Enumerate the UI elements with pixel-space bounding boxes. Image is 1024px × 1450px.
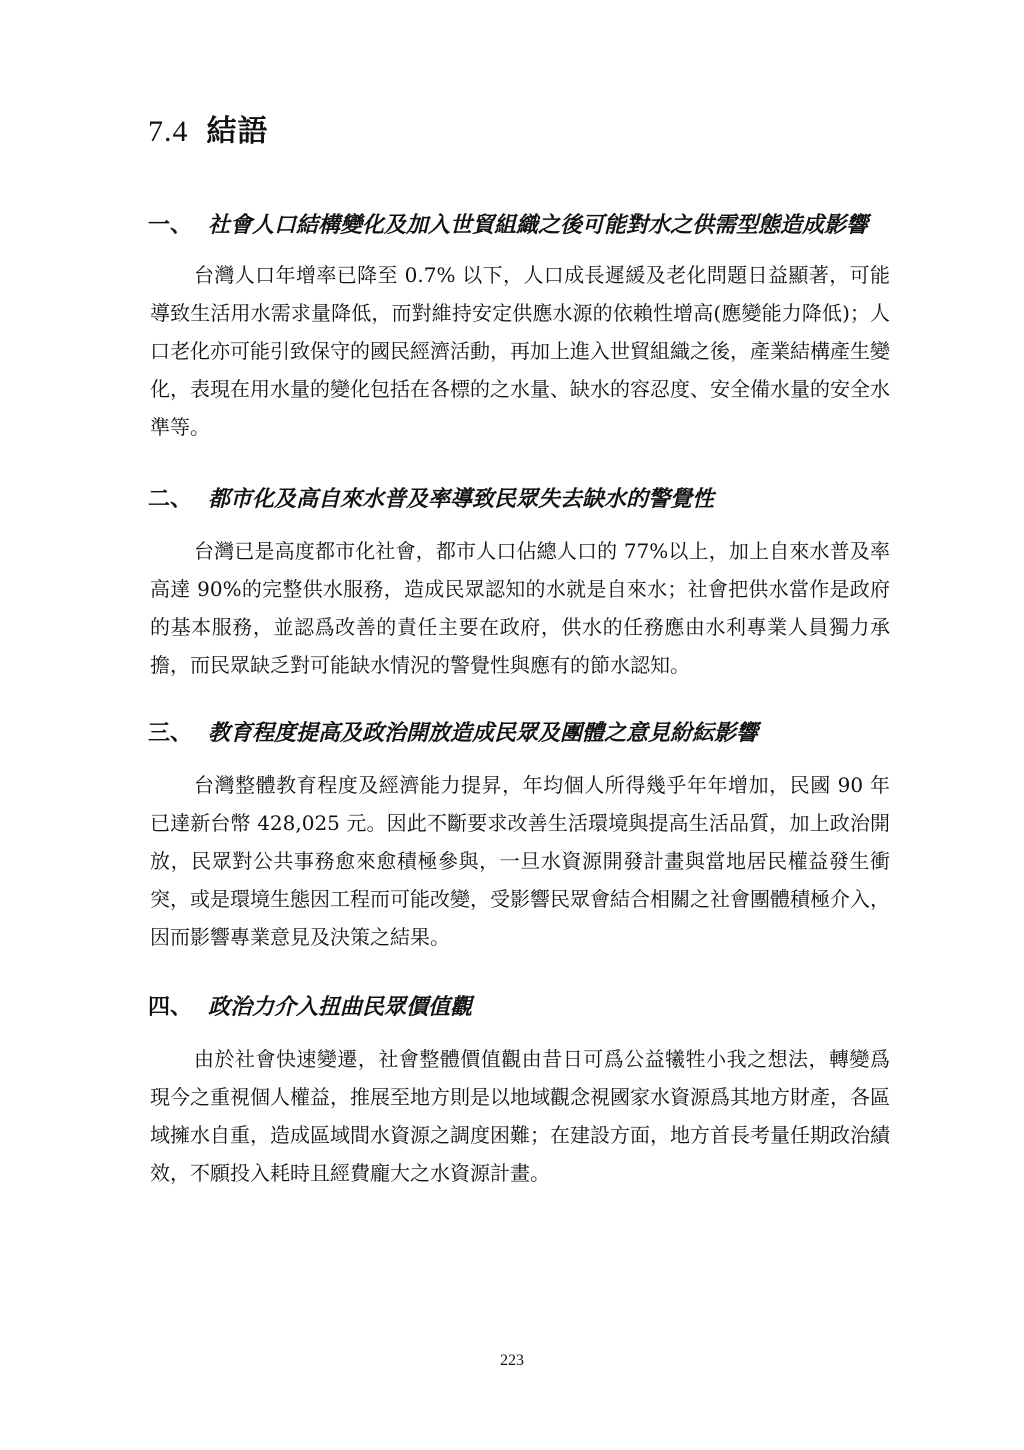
section-title — [148, 112, 269, 152]
subheading-text: 政治力介入扭曲民眾價值觀 — [208, 995, 473, 1020]
page-number: 223 — [500, 1352, 524, 1369]
paragraph-4: 由於社會快速變遷，社會整體價值觀由昔日可爲公益犧牲小我之想法，轉變爲現今之重視個人權益，推展至地方則是以地域觀念視國家水資源爲其地方財產，各區域擁水自重，造成區域間水資源之調度困難；在建設方面，地方首長考量任期政治績效，不願投入耗時且經費龐大之水資源計畫。 — [150, 1047, 890, 1185]
subheading-4 — [148, 992, 908, 1023]
subheading-2 — [148, 484, 908, 515]
subheading-marker: 二、 — [148, 487, 193, 512]
paragraph-3: 台灣整體教育程度及經濟能力提昇，年均個人所得幾乎年年增加，民國 90 年已達新台幣 428,025 元。因此不斷要求改善生活環境與提高生活品質，加上政治開放，民眾對公共事務愈來愈積極參與，一旦水資源開發計畫與當地居民權益發生衝突，或是環境生態因工程而可能改變，受影響民眾會結合相關之社會團體積極介入，因而影響專業意見及決策之結果。 — [150, 773, 890, 949]
subheading-marker: 一、 — [148, 213, 193, 238]
subheading-marker: 三、 — [148, 721, 193, 746]
paragraph-2: 台灣已是高度都市化社會，都市人口佔總人口的 77%以上，加上自來水普及率高達 90%的完整供水服務，造成民眾認知的水就是自來水；社會把供水當作是政府的基本服務，並認爲改善的責任主要在政府，供水的任務應由水利專業人員獨力承擔，而民眾缺乏對可能缺水情況的警覺性與應有的節水認知。 — [150, 539, 890, 677]
subheading-1 — [148, 210, 908, 241]
subheading-text: 社會人口結構變化及加入世貿組織之後可能對水之供需型態造成影響 — [208, 213, 869, 238]
subheading-3 — [148, 718, 908, 749]
subheading-text: 都市化及高自來水普及率導致民眾失去缺水的警覺性 — [208, 487, 715, 512]
paragraph-1: 台灣人口年增率已降至 0.7% 以下，人口成長遲緩及老化問題日益顯著，可能導致生活用水需求量降低，而對維持安定供應水源的依賴性增高(應變能力降低)；人口老化亦可能引致保守的國民經濟活動，再加上進入世貿組織之後，產業結構產生變化，表現在用水量的變化包括在各標的之水量、缺水的容忍度、安全備水量的安全水準等。 — [150, 263, 890, 439]
section-title-text: 結語 — [206, 114, 269, 149]
subheading-marker: 四、 — [148, 995, 193, 1020]
subheading-text: 教育程度提高及政治開放造成民眾及團體之意見紛紜影響 — [208, 721, 759, 746]
section-number: 7.4 — [148, 115, 189, 148]
